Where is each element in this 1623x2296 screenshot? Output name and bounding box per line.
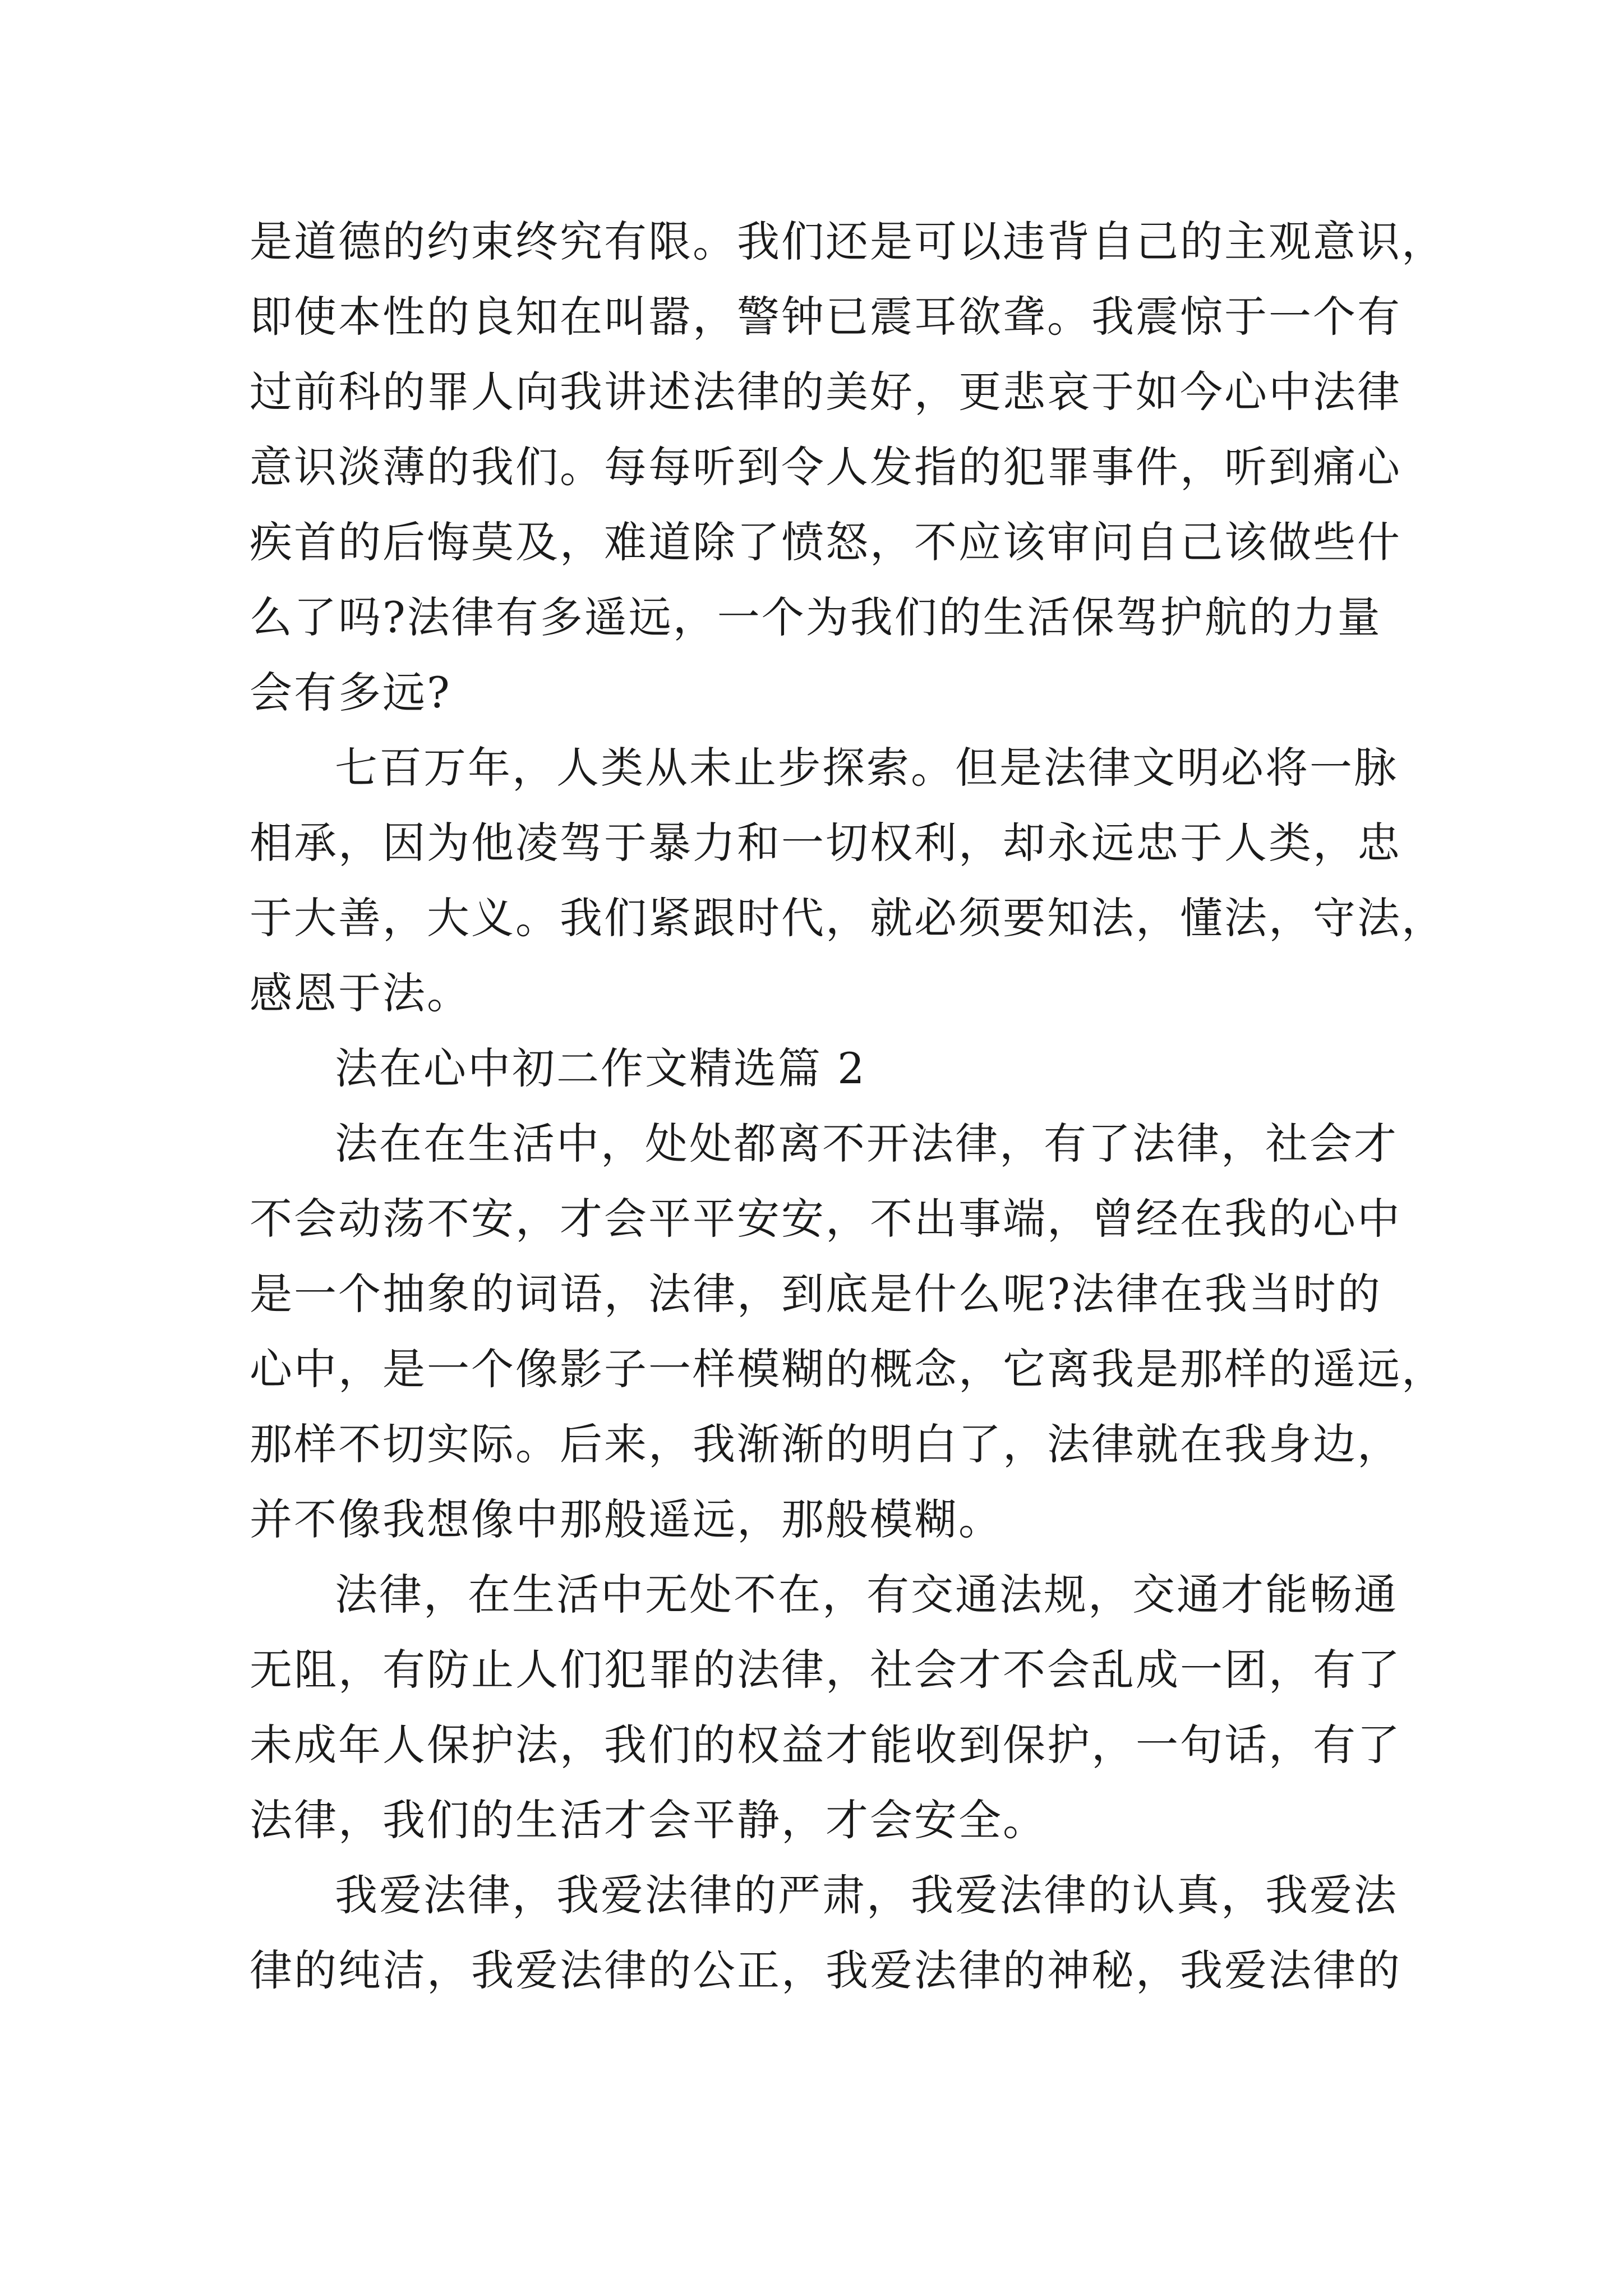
paragraph-start-line: 法律，在生活中无处不在，有交通法规，交通才能畅通	[335, 1570, 1398, 1619]
text-line: 那样不切实际。后来，我渐渐的明白了，法律就在我身边，	[250, 1419, 1401, 1469]
text-line: 未成年人保护法，我们的权益才能收到保护，一句话，有了	[250, 1720, 1401, 1770]
text-line: 并不像我想像中那般遥远，那般模糊。	[250, 1494, 1003, 1544]
text-line: 无阻，有防止人们犯罪的法律，社会才不会乱成一团，有了	[250, 1645, 1401, 1695]
text-line: 法律，我们的生活才会平静，才会安全。	[250, 1795, 1047, 1845]
text-line: 会有多远?	[250, 668, 451, 717]
paragraph-start-line: 法在在生活中，处处都离不开法律，有了法律，社会才	[335, 1119, 1398, 1168]
text-line: 疾首的后悔莫及，难道除了愤怒，不应该审问自己该做些什	[250, 517, 1401, 567]
text-line: 心中，是一个像影子一样模糊的概念，它离我是那样的遥远，	[250, 1344, 1446, 1394]
text-line: 意识淡薄的我们。每每听到令人发指的犯罪事件，听到痛心	[250, 442, 1401, 492]
text-line: 感恩于法。	[250, 968, 471, 1018]
text-line: 于大善，大义。我们紧跟时代，就必须要知法，懂法，守法，	[250, 893, 1446, 943]
text-line: 不会动荡不安，才会平平安安，不出事端，曾经在我的心中	[250, 1194, 1401, 1244]
section-heading: 法在心中初二作文精选篇 2	[335, 1043, 866, 1093]
text-line: 是道德的约束终究有限。我们还是可以违背自己的主观意识，	[250, 217, 1446, 266]
text-line: 相承，因为他凌驾于暴力和一切权利，却永远忠于人类，忠	[250, 818, 1401, 868]
text-line: 是一个抽象的词语，法律，到底是什么呢?法律在我当时的	[250, 1269, 1382, 1319]
text-line: 律的纯洁，我爱法律的公正，我爱法律的神秘，我爱法律的	[250, 1945, 1401, 1995]
paragraph-start-line: 我爱法律，我爱法律的严肃，我爱法律的认真，我爱法	[335, 1870, 1398, 1920]
text-line: 即使本性的良知在叫嚣，警钟已震耳欲聋。我震惊于一个有	[250, 292, 1401, 342]
text-line: 么了吗?法律有多遥远，一个为我们的生活保驾护航的力量	[250, 592, 1382, 642]
text-line: 过前科的罪人向我讲述法律的美好，更悲哀于如今心中法律	[250, 367, 1401, 417]
paragraph-start-line: 七百万年，人类从未止步探索。但是法律文明必将一脉	[335, 743, 1398, 793]
